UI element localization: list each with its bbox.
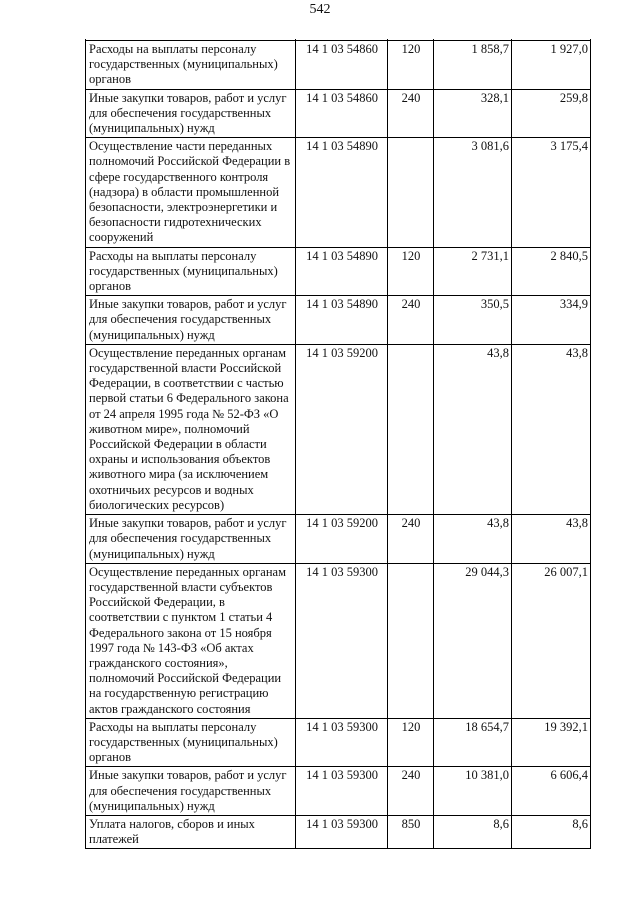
row-description: Уплата налогов, сборов и иных платежей [86,815,296,848]
row-amount-year-1: 18 654,7 [434,718,512,767]
row-expense-type: 120 [388,247,434,296]
row-amount-year-2: 1 927,0 [512,41,591,90]
table-row [86,515,591,564]
row-expense-type: 240 [388,767,434,816]
row-amount-year-2: 19 392,1 [512,718,591,767]
row-amount-year-1: 43,8 [434,344,512,514]
row-amount-year-2: 3 175,4 [512,138,591,247]
table-row [86,89,591,138]
table-row [86,815,591,848]
row-amount-year-2: 6 606,4 [512,767,591,816]
row-expense-type: 120 [388,41,434,90]
row-amount-year-2: 43,8 [512,344,591,514]
row-target-code: 14 1 03 54890 [296,296,388,345]
row-description: Расходы на выплаты персоналу государственных (муниципальных) органов [86,718,296,767]
row-expense-type [388,138,434,247]
row-amount-year-2: 259,8 [512,89,591,138]
table-row [86,247,591,296]
row-expense-type: 240 [388,515,434,564]
row-expense-type: 240 [388,296,434,345]
row-description: Иные закупки товаров, работ и услуг для обеспечения государственных (муниципальных) нужд [86,767,296,816]
row-target-code: 14 1 03 54890 [296,138,388,247]
row-description: Осуществление части переданных полномочий Российской Федерации в сфере государственного контроля (надзора) в области промышленной безопасности, электроэнергетики и безопасности гидротехнических сооружений [86,138,296,247]
row-expense-type: 240 [388,89,434,138]
row-amount-year-2: 43,8 [512,515,591,564]
row-target-code: 14 1 03 59200 [296,344,388,514]
row-target-code: 14 1 03 54860 [296,41,388,90]
row-description: Осуществление переданных органам государственной власти Российской Федерации, в соответствии с частью первой статьи 6 Федерального закона от 24 апреля 1995 года № 52-ФЗ «О животном мире», полномочий Российской Федерации в области охраны и использования объектов животного мира (за исключением охотничьих ресурсов и водных биологических ресурсов) [86,344,296,514]
page-number: 542 [309,2,331,17]
row-expense-type [388,344,434,514]
row-expense-type: 120 [388,718,434,767]
row-amount-year-2: 26 007,1 [512,563,591,718]
row-amount-year-1: 10 381,0 [434,767,512,816]
budget-table [85,39,591,849]
row-target-code: 14 1 03 59200 [296,515,388,564]
row-amount-year-2: 334,9 [512,296,591,345]
budget-table-body [86,39,591,849]
row-description: Расходы на выплаты персоналу государственных (муниципальных) органов [86,41,296,90]
row-amount-year-1: 8,6 [434,815,512,848]
row-description: Осуществление переданных органам государственной власти субъектов Российской Федерации, в соответствии с пунктом 1 статьи 4 Федерального закона от 15 ноября 1997 года № 143-ФЗ «Об актах гражданского состояния», полномочий Российской Федерации на государственную регистрацию актов гражданского состояния [86,563,296,718]
table-row [86,344,591,514]
row-target-code: 14 1 03 54860 [296,89,388,138]
row-target-code: 14 1 03 54890 [296,247,388,296]
row-amount-year-1: 29 044,3 [434,563,512,718]
table-row [86,718,591,767]
row-target-code: 14 1 03 59300 [296,563,388,718]
row-expense-type: 850 [388,815,434,848]
row-amount-year-1: 2 731,1 [434,247,512,296]
row-expense-type [388,563,434,718]
row-target-code: 14 1 03 59300 [296,718,388,767]
table-row [86,138,591,247]
row-amount-year-2: 2 840,5 [512,247,591,296]
row-target-code: 14 1 03 59300 [296,767,388,816]
row-amount-year-2: 8,6 [512,815,591,848]
table-row [86,767,591,816]
row-description: Иные закупки товаров, работ и услуг для обеспечения государственных (муниципальных) нужд [86,296,296,345]
row-description: Иные закупки товаров, работ и услуг для обеспечения государственных (муниципальных) нужд [86,89,296,138]
row-amount-year-1: 3 081,6 [434,138,512,247]
row-amount-year-1: 43,8 [434,515,512,564]
row-target-code: 14 1 03 59300 [296,815,388,848]
table-row [86,41,591,90]
row-amount-year-1: 328,1 [434,89,512,138]
row-description: Иные закупки товаров, работ и услуг для обеспечения государственных (муниципальных) нужд [86,515,296,564]
row-amount-year-1: 350,5 [434,296,512,345]
row-amount-year-1: 1 858,7 [434,41,512,90]
table-row [86,296,591,345]
table-row [86,563,591,718]
row-description: Расходы на выплаты персоналу государственных (муниципальных) органов [86,247,296,296]
